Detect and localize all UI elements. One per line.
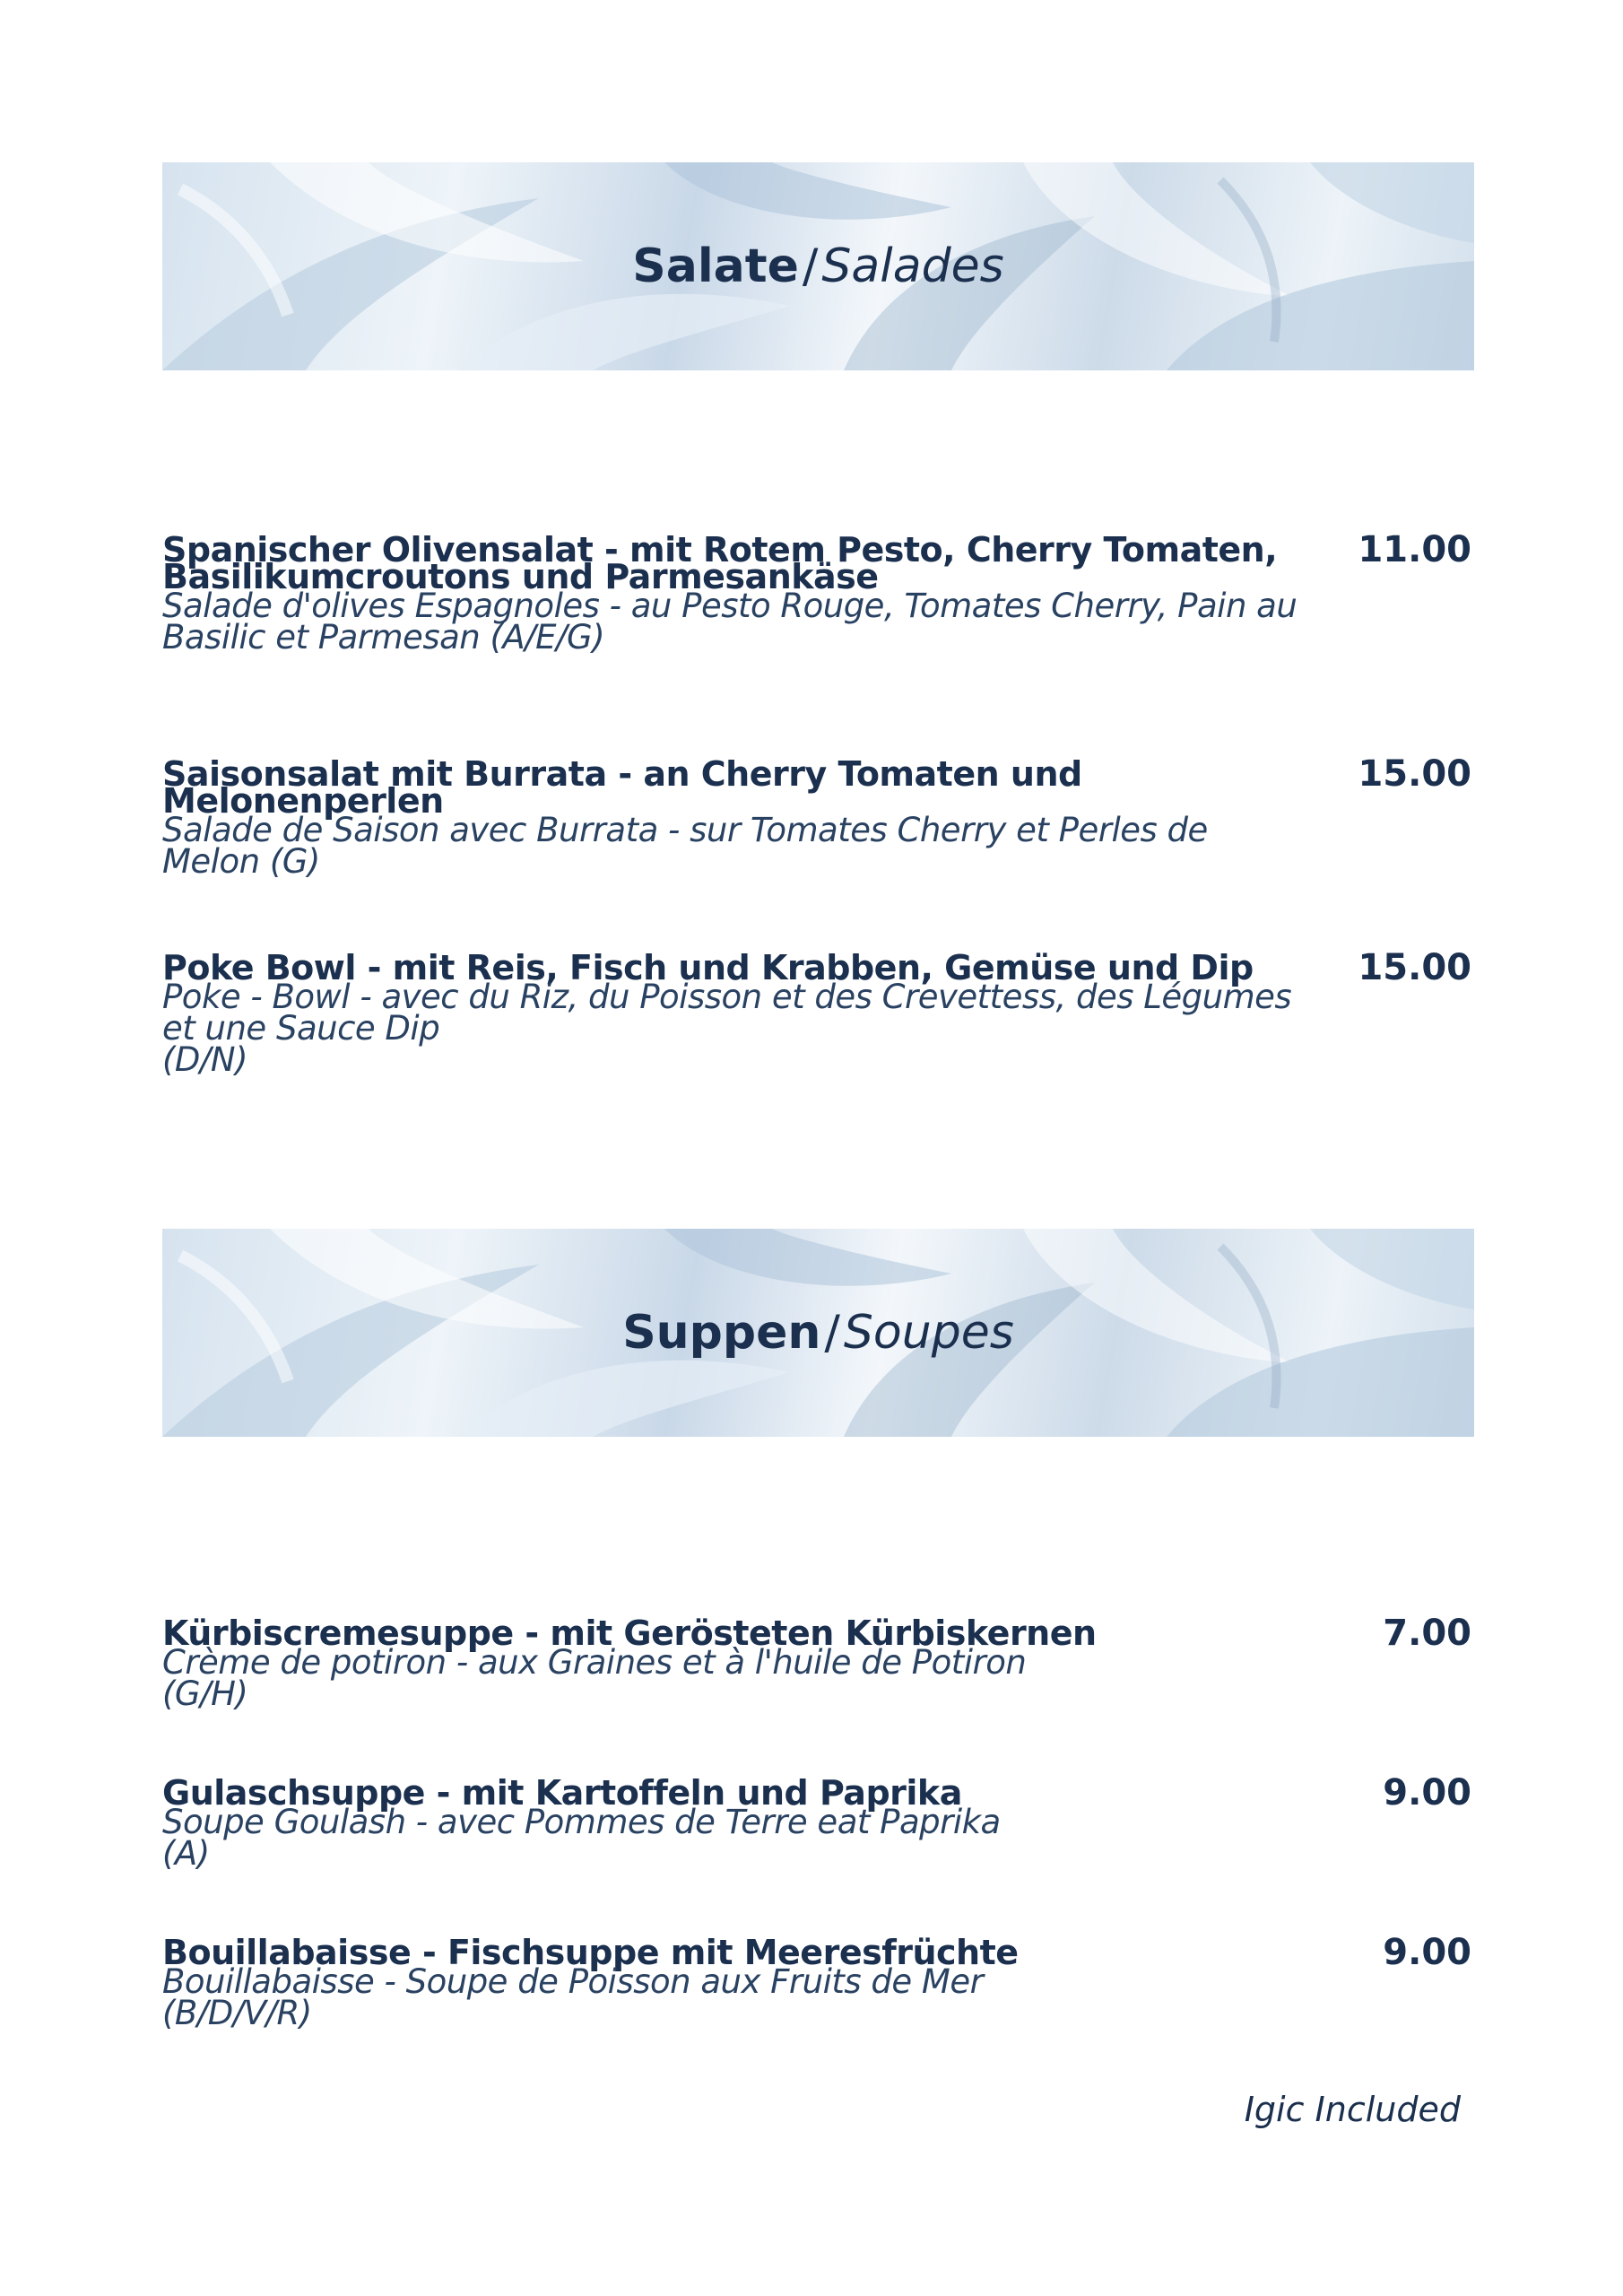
item-name: Bouillabaisse - Fischsuppe mit Meeresfrüchte [162, 1933, 1019, 1972]
item-description: Poke - Bowl - avec du Riz, du Poisson et des Crevettess, des Légumes et une Sauce Dip [162, 978, 1292, 1048]
item-name: Saisonsalat mit Burrata - an Cherry Tomaten und Melonenperlen [162, 754, 1082, 821]
item-price: 11.00 [1358, 529, 1471, 570]
menu-item [162, 1772, 1471, 1873]
item-price: 9.00 [1383, 1932, 1471, 1973]
item-name: Poke Bowl - mit Reis, Fisch und Krabben, Gemüse und Dip [162, 948, 1254, 987]
section-title-salads [162, 162, 1474, 370]
item-description: Crème de potiron - aux Graines et à l'huile de Potiron [162, 1643, 1027, 1682]
item-price: 15.00 [1358, 753, 1471, 795]
item-description: Salade de Saison avec Burrata - sur Tomates Cherry et Perles de Melon (G) [162, 811, 1208, 881]
item-description: Soupe Goulash - avec Pommes de Terre eat Paprika [162, 1803, 1001, 1841]
menu-item [162, 1932, 1471, 2032]
item-price: 15.00 [1358, 947, 1471, 988]
menu-item [162, 1613, 1471, 1713]
title-fr: Salades [821, 239, 1004, 293]
item-price: 9.00 [1383, 1772, 1471, 1813]
title-de: Suppen [622, 1306, 821, 1360]
item-name: Spanischer Olivensalat - mit Rotem Pesto, Cherry Tomaten, Basilikumcroutons und Parmesankäse [162, 530, 1278, 596]
title-separator: / [802, 239, 819, 293]
item-allergens: (D/N) [162, 1040, 248, 1079]
menu-item [162, 753, 1471, 881]
section-title-soups [162, 1229, 1474, 1437]
item-description: Bouillabaisse - Soupe de Poisson aux Fruits de Mer [162, 1962, 984, 2001]
item-description: Salade d'olives Espagnoles - au Pesto Rouge, Tomates Cherry, Pain au Basilic et Parmesan (A/E/G) [162, 587, 1298, 657]
menu-item [162, 529, 1471, 657]
item-name: Kürbiscremesuppe - mit Gerösteten Kürbiskernen [162, 1613, 1097, 1653]
title-separator: / [824, 1306, 840, 1360]
salads-banner [162, 162, 1474, 370]
soups-banner [162, 1229, 1474, 1437]
item-allergens: (A) [162, 1834, 210, 1873]
item-allergens: (G/H) [162, 1674, 248, 1713]
title-fr: Soupes [843, 1306, 1014, 1360]
tax-footnote: Igic Included [1244, 2090, 1461, 2129]
item-allergens: (B/D/V/R) [162, 1994, 312, 2032]
menu-item [162, 947, 1471, 1079]
title-de: Salate [632, 239, 799, 293]
item-name: Gulaschsuppe - mit Kartoffeln und Paprika [162, 1773, 962, 1813]
item-price: 7.00 [1383, 1613, 1471, 1654]
